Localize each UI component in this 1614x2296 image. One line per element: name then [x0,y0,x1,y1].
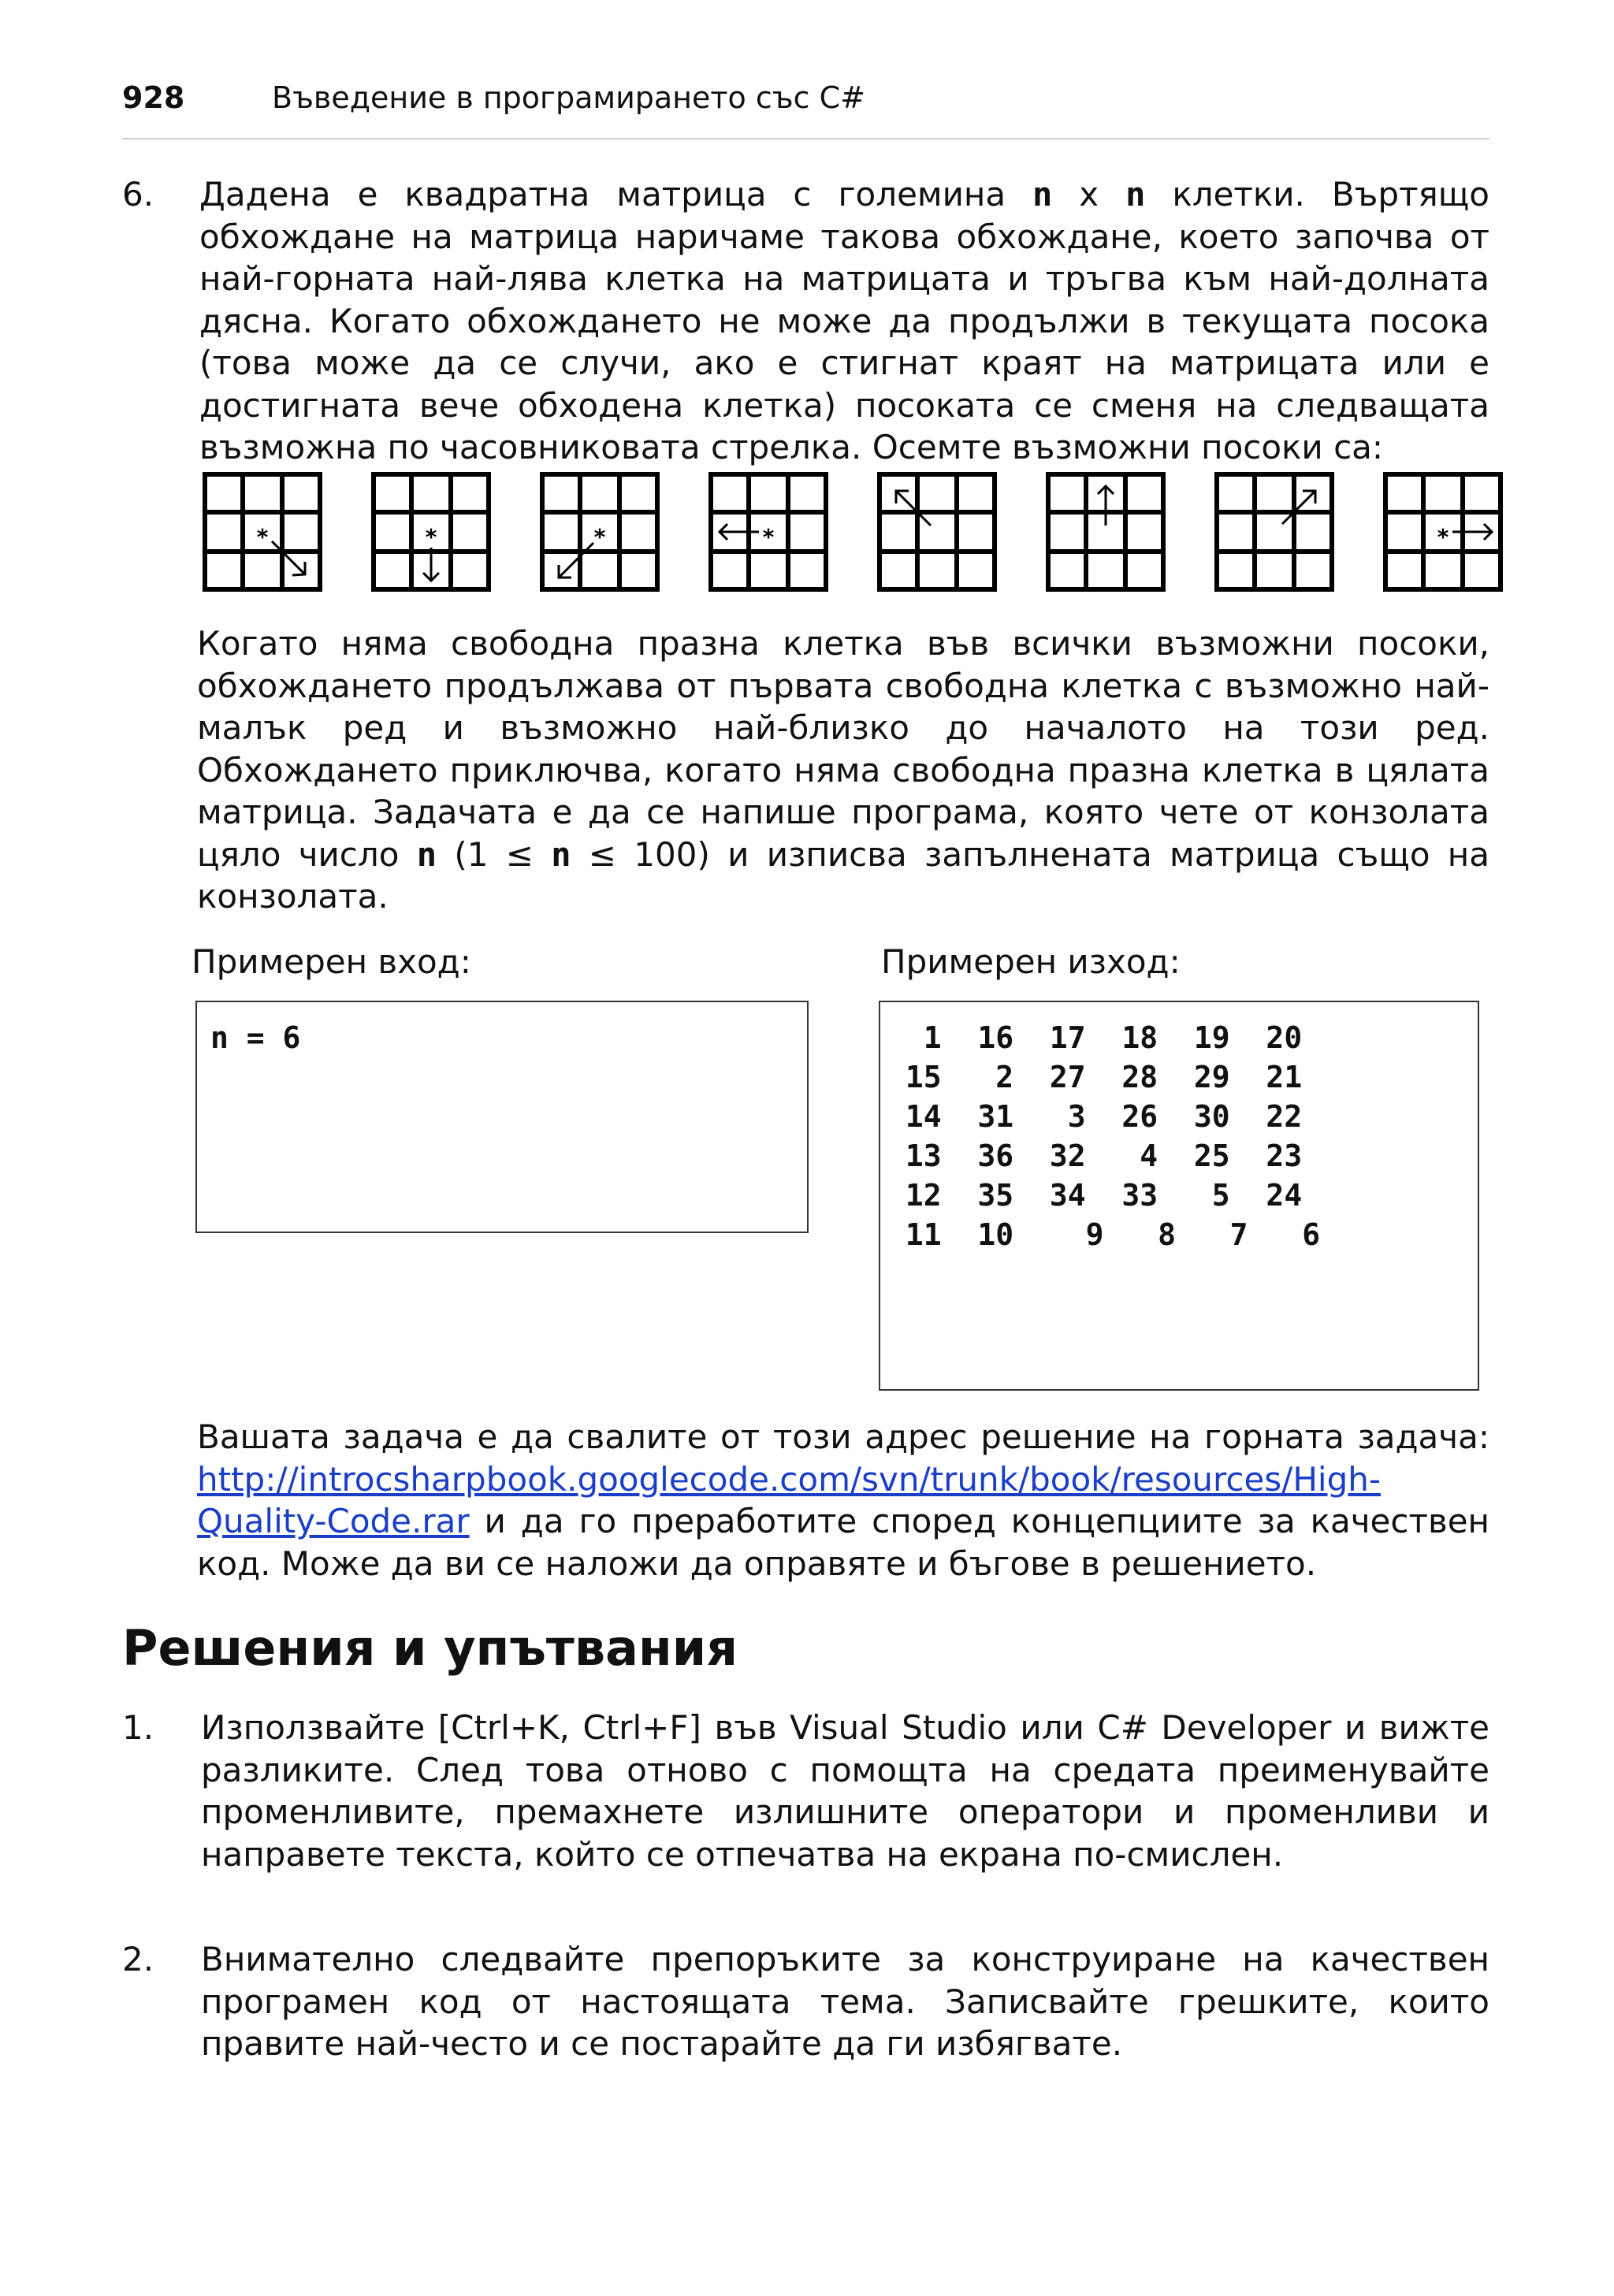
page-header [122,80,865,115]
direction-grid-up [1046,472,1166,592]
direction-grid-up-right [1214,472,1334,592]
solution-2-text: Внимателно следвайте препоръките за конструиране на качествен програмен код от настоящата тема. Записвайте грешките, които правите най-често и се постарайте да ги избягвате. [201,1940,1489,2063]
solution-number: 2. [122,1940,154,1978]
sample-input-box [195,1001,809,1233]
star-mark: * [761,524,775,550]
section-heading: Решения и упътвания [122,1619,738,1677]
page-number: 928 [122,80,185,115]
star-mark: * [1436,524,1450,550]
sample-input-label: Примерен вход: [192,942,471,981]
star-mark: * [255,524,270,550]
star-mark: * [424,524,438,550]
direction-grid-up-left [877,472,997,592]
direction-grid-left [708,472,828,592]
sample-output-box [879,1001,1479,1391]
star-mark: * [593,524,607,550]
direction-grid-down-left [540,472,660,592]
solution-1-text: Използвайте [Ctrl+K, Ctrl+F] във Visual Studio или C# Developer и вижте разликите. След това отново с помощта на средата преименувайте променливите, премахнете излишните оператори и променливи и направете текста, който се отпечатва на екрана по-смислен. [201,1708,1489,1874]
sample-input-text: n = 6 [210,1020,301,1055]
direction-grid-down-right [203,472,322,592]
task-paragraph-2: Когато няма свободна празна клетка във всички възможни посоки, обхождането продължава от първата свободна клетка с възможно най-малък ред и възможно най-близко до началото на този ред. Обхождането приключва, когато няма свободна празна клетка в цялата матрица. Задачата е да се напише програма, която чете от конзолата цяло число n (1 ≤ n ≤ 100) и изписва запълнената матрица също на конзолата. [197,624,1490,916]
task-paragraph-3: Вашата задача е да свалите от този адрес решение на горната задача: http://introcsharpbook.googlecode.com/svn/trunk/book/resources/High-Quality-Code.rar и да го преработите според концепциите за качествен код. Може да ви се наложи да оправяте и бъгове в решението. [197,1417,1489,1583]
task-paragraph-1: Дадена е квадратна матрица с големина n x n клетки. Въртящо обхождане на матрица наричаме такова обхождане, което започва от най-горната най-лява клетка на матрицата и тръгва към най-долната дясна. Когато обхождането не може да продължи в текущата посока (това може да се случи, ако е стигнат краят на матрицата или е достигната вече обходена клетка) посоката се сменя на следващата възможна по часовниковата стрелка. Осемте възможни посоки са: [199,175,1490,466]
solution-link[interactable]: http://introcsharpbook.googlecode.com/svn/trunk/book/resources/High-Quality-Code.rar [197,1459,1382,1540]
direction-grid-down [371,472,491,592]
sample-output-text: 1 16 17 18 19 20 15 2 27 28 29 21 14 31 3 26 30 22 13 36 32 4 25 23 12 35 34 33 5 24 11 10 9 8 7 6 [905,1020,1321,1252]
book-title: Въведение в програмирането със C# [272,80,865,115]
header-divider [122,138,1489,139]
task-number: 6. [122,175,154,214]
solution-number: 1. [122,1708,154,1747]
sample-output-label: Примерен изход: [881,942,1181,981]
direction-grid-right [1383,472,1503,592]
